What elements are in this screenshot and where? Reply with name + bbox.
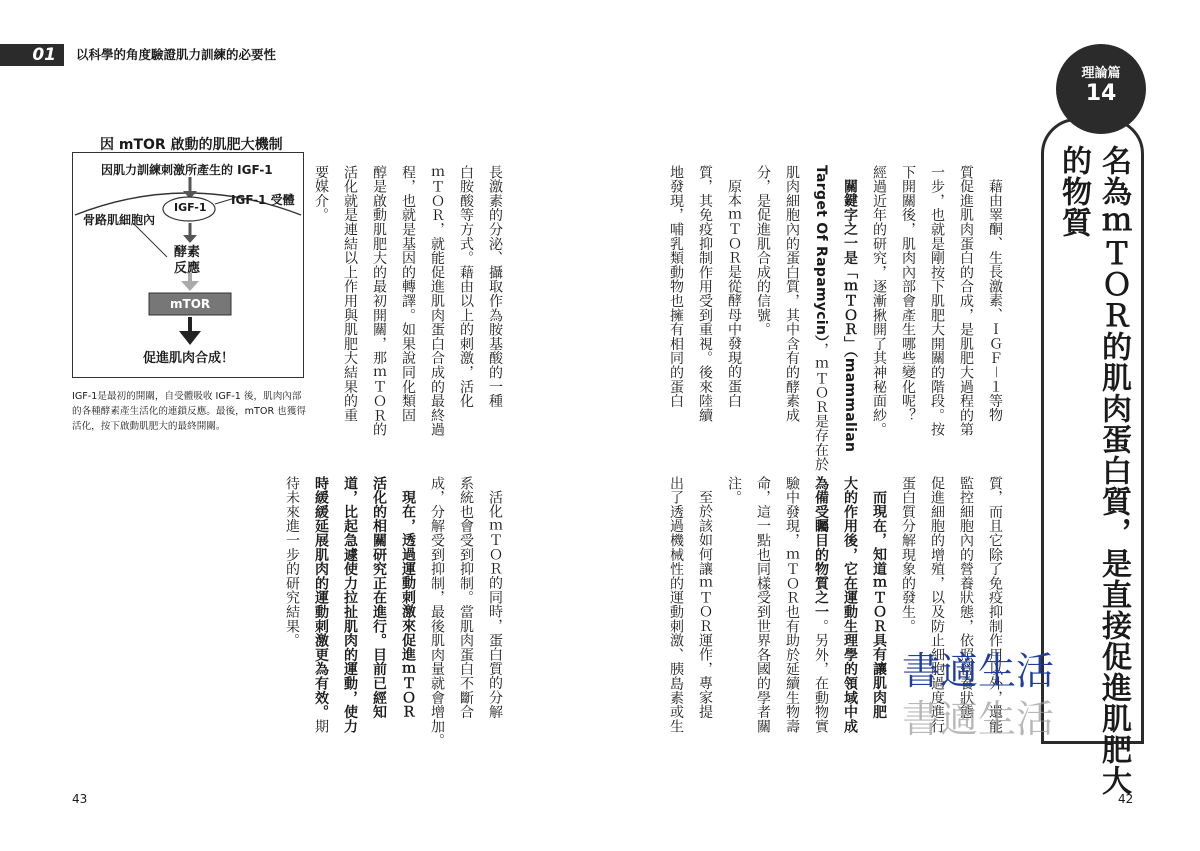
figure-caption: IGF-1是最初的開關，自受體吸收 IGF-1 後，肌肉內部的各種酵素產生活化的連鎖反應。最後，mTOR 也獲得活化，按下啟動肌肥大的最終開關。 [72, 391, 306, 432]
bold-text: 而現在，知道ｍＴＯＲ具有讓肌肉肥 [871, 490, 887, 719]
text-line: 白胺酸等方式。藉由以上的刺激，活化 [458, 165, 474, 409]
badge-number: 14 [1085, 81, 1117, 106]
text-line: 肌肉細胞內的蛋白質，其中含有的酵素成 [784, 165, 800, 423]
chapter-number: 01 [0, 44, 64, 66]
text-line: 命，這一點也同樣受到世界各國的學者關 [755, 476, 771, 734]
bold-text: 活化的相關研究正在進行。目前已經知 [371, 476, 387, 720]
bold-text: 關鍵字之一是「ｍＴＯＲ」（mammalian [842, 179, 858, 453]
text-line: 藉由睪酮、生長激素、ＩＧＦ－１等物 [987, 179, 1003, 423]
bold-text: 現在，透過運動刺激來促進ｍＴＯＲ [400, 490, 416, 719]
text-line: 下開關後，肌肉內部會產生哪些變化呢？ [900, 165, 916, 423]
receptor-label: IGF-1 受體 [231, 193, 295, 207]
text-line: 蛋白質分解現象的發生。 [900, 476, 916, 634]
mtor-node: mTOR [170, 297, 211, 311]
text-line: 長激素的分泌、攝取作為胺基酸的一種 [487, 165, 503, 409]
text-line: 監控細胞內的營養狀態，依照營養狀態 [958, 476, 974, 720]
text-line: 醇是啟動肌肥大的最初開關，那ｍＴＯＲ的 [371, 165, 387, 437]
text-line: 質，其免疫抑制作用受到重視。後來陸續 [697, 165, 713, 423]
text-line: 一步，也就是剛按下肌肥大開關的階段。按 [929, 165, 945, 437]
igf-node: IGF-1 [174, 201, 207, 214]
text-line: 質，而且它除了免疫抑制作用以外，還能 [987, 476, 1003, 734]
text-line: 活化ｍＴＯＲ的同時，蛋白質的分解 [487, 490, 503, 719]
text-line: 分，是促進肌合成的信號。 [755, 165, 771, 337]
text-line: 質促進肌肉蛋白的合成，是肌肥大過程的第 [958, 165, 974, 437]
text-line: 驗中發現，ｍＴＯＲ也有助於延續生物壽 [784, 476, 800, 734]
result-label: 促進肌肉合成！ [143, 351, 235, 366]
figure-box [72, 152, 304, 378]
bold-text: 道，比起急遽使力拉扯肌肉的運動，使力 [342, 476, 358, 734]
text-segment: 。另外，在動物實 [813, 619, 829, 734]
left-page-bottom-text [277, 476, 509, 748]
figure-title: 因 mTOR 啟動的肌肥大機制 [100, 137, 283, 153]
enzyme-label-1: 酵素 [174, 245, 201, 260]
page-number-right: 42 [1118, 792, 1134, 806]
watermark-gray: 書適生活 [902, 697, 1055, 741]
badge-label: 理論篇 [1081, 66, 1121, 81]
enzyme-label-2: 反應 [174, 261, 201, 276]
title-line-1: 名為ｍＴＯＲ的肌肉蛋白質，是直接促進肌肥大 [1096, 145, 1131, 796]
bold-text: 為備受矚目的物質之一 [813, 476, 829, 619]
text-line: 至於該如何讓ｍＴＯＲ運作，專家提 [697, 490, 713, 719]
text-line: 程，也就是基因的轉譯。如果說同化類固 [400, 165, 416, 423]
text-line: 地發現，哺乳類動物也擁有相同的蛋白 [668, 165, 684, 409]
text-segment: 期 [313, 719, 329, 734]
section-title [1053, 145, 1133, 796]
text-line: ｍＴＯＲ，就能促進肌肉蛋白合成的最終過 [429, 165, 445, 437]
arrow-bottom-head [179, 331, 201, 345]
text-segment: ，ｍＴＯＲ是存在於 [813, 342, 829, 472]
text-line: 促進細胞的增殖，以及防止細胞過度進行 [929, 476, 945, 734]
text-line: 待未來進一步的研究結果。 [284, 476, 300, 648]
left-page-top-text [306, 165, 509, 437]
text-line: 系統也會受到抑制。當肌肉蛋白不斷合 [458, 476, 474, 720]
cell-label: 骨路肌細胞內 [83, 213, 156, 227]
text-line: 經過近年的研究，逐漸揪開了其神秘面紗。 [871, 165, 887, 437]
arrow-gray-head [181, 281, 199, 291]
text-line: 成，分解受到抑制，最後肌肉量就會增加。 [429, 476, 445, 748]
text-line: 活化就是連結以上作用與肌肥大結果的重 [342, 165, 358, 423]
chapter-title: 以科學的角度驗證肌力訓練的必要性 [76, 47, 277, 62]
right-page-top-text [661, 165, 1009, 471]
text-line: 要媒介。 [313, 165, 329, 223]
cell-pointer [133, 223, 167, 257]
text-line: 出了透過機械性的運動刺激、胰島素或生 [668, 476, 684, 734]
page-number-left: 43 [72, 792, 88, 806]
bold-text: Target Of Rapamycin） [813, 165, 829, 343]
text-line: 原本ｍＴＯＲ是從酵母中發現的蛋白 [726, 179, 742, 408]
title-box [1041, 118, 1144, 796]
figure-top-label: 因肌力訓練刺激所產生的 IGF-1 [101, 163, 273, 177]
bold-text: 大的作用後，它在運動生理學的領域中成 [842, 476, 858, 734]
title-line-2: 的物質 [1056, 145, 1091, 238]
watermark-blue: 書適生活 [902, 649, 1055, 693]
text-line: 注。 [726, 476, 742, 505]
bold-text: 時緩緩延展肌肉的運動刺激更為有效。 [313, 476, 329, 720]
